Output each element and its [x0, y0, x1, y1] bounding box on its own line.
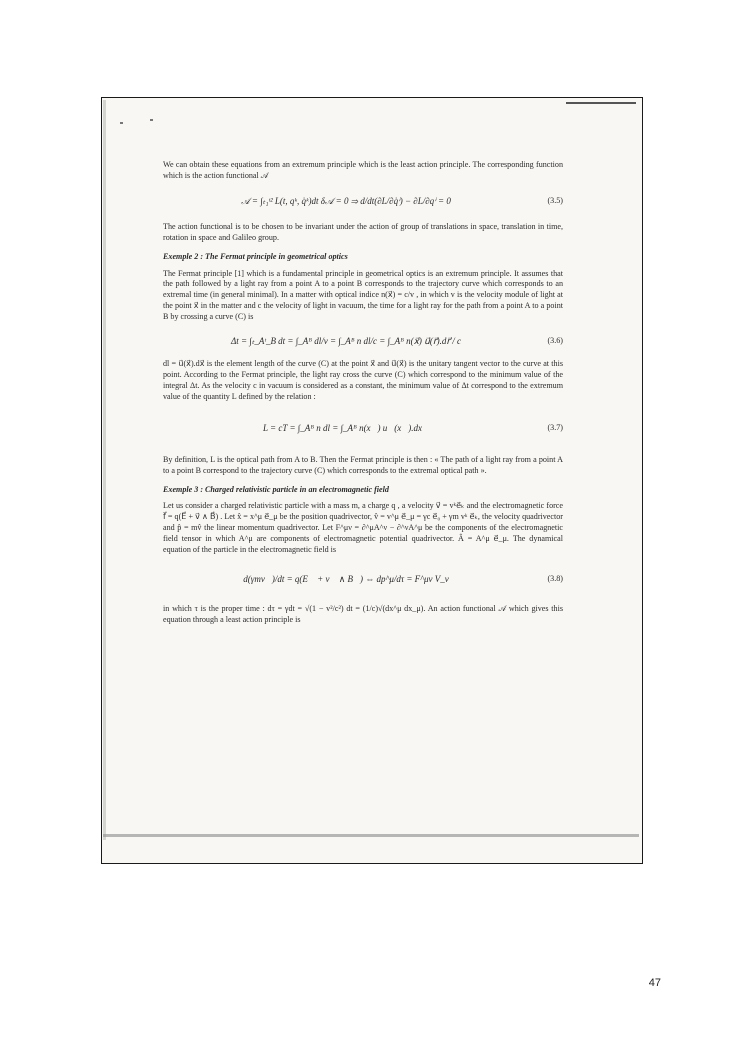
equation-body: Δt = ∫ₜ_Aᵗ_B dt = ∫_Aᴮ dl/v = ∫_Aᴮ n dl/c = ∫_Aᴮ n(x⃗) u⃗(r⃗).dr⃗ / c [230, 335, 462, 346]
equation-3-6 [163, 323, 563, 359]
page-number: 47 [648, 977, 661, 989]
section-heading-example-2: Exemple 2 : The Fermat principle in geometrical optics [163, 251, 348, 261]
paragraph-invariance: The action functional is to be chosen to be invariant under the action of group of translations in space, translation in time, rotation in space and Galileo group. [163, 221, 563, 242]
equation-3-5 [163, 182, 563, 222]
equation-number: (3.5) [547, 196, 563, 206]
paragraph-element-length: dl = u⃗(x⃗).dx⃗ is the element length of the curve (C) at the point x⃗ and u⃗(x⃗) is the unitary tangent vector to the curve at this point. According to the Fermat principle, the light ray cross the curve (C) which correspond to the minimum value of the integral Δt. As the velocity c in vacuum is considered as a constant, the minimum value of Δt correspond to the extremum value of the quantity L defined by the relation : [163, 359, 563, 401]
scanned-text-block [163, 158, 563, 626]
scan-artifact-bottom-line [103, 834, 639, 837]
equation-body: d(γmv⃗)/dt = q(E⃗ + v⃗ ∧ B⃗) ⇔ dp^μ/dτ = F^μν V_ν [243, 574, 449, 585]
section-heading-example-3: Exemple 3 : Charged relativistic particle in an electromagnetic field [163, 484, 389, 494]
paragraph-optical-path: By definition, L is the optical path from A to B. Then the Fermat principle is then : « The path of a light ray from a point A to a point B correspond to the trajectory curve (C) which corresponds to the extremal optical path ». [163, 454, 563, 475]
paragraph-proper-time: in which τ is the proper time : dτ = γdt = √(1 − v²/c²) dt = (1/c)√(dx^μ dx_μ). An action functional 𝒜 which gives this equation through a least action principle is [163, 603, 563, 624]
paragraph-intro: We can obtain these equations from an extremum principle which is the least action principle. The corresponding function which is the action functional 𝒜 [163, 160, 563, 180]
scan-artifact-left-edge [103, 100, 106, 840]
equation-body: 𝒜 = ∫ₜ₁ᵗ² L(t, qᵏ, q̇ᵏ)dt δ𝒜 = 0 ⇒ d/dt(∂L/∂q̇ⁱ) − ∂L/∂qⁱ = 0 [241, 196, 451, 207]
paragraph-fermat: The Fermat principle [1] which is a fundamental principle in geometrical optics is an extremum principle. It assumes that the path followed by a light ray from a point A to a point B corresponds to the trajectory curve which corresponds to an extremal time (in general minimal). In a matter with optical indice n(x⃗) = c/v , in which v is the velocity module of light at the point x⃗ in the matter and c the velocity of light in vacuum, the time for a light ray for the path from a point A to a point B by crossing a curve (C) is [163, 268, 563, 322]
scan-speck [120, 122, 123, 124]
equation-body: L = cT = ∫_Aᴮ n dl = ∫_Aᴮ n(x⃗) u⃗(x⃗).dx⃗ [262, 423, 430, 434]
scan-speck [150, 119, 153, 121]
paragraph-relativistic: Let us consider a charged relativistic particle with a mass m, a charge q , a velocity v⃗ = vᵏe⃗ₖ and the electromagnetic force f⃗ = q(E⃗ + v⃗ ∧ B⃗) . Let x̂ = x^μ e⃗_μ be the position quadrivector, v̂ = v^μ e⃗_μ = γc e⃗₀ + γm vᵏ e⃗ₖ, the velocity quadrivector and p̂ = mv̂ the linear momentum quadrivector. Let F^μν = ∂^μA^ν − ∂^νA^μ be the components of the electromagnetic field tensor in which A^μ are components of electromagnetic potential quadrivector. Â = A^μ e⃗_μ. The dynamical equation of the particle in the electromagnetic field is [163, 501, 563, 555]
equation-3-8 [163, 556, 563, 604]
equation-number: (3.6) [547, 335, 563, 345]
equation-number: (3.7) [547, 423, 563, 433]
equation-3-7 [163, 403, 563, 455]
scan-artifact-top-line [566, 102, 636, 104]
equation-number: (3.8) [547, 574, 563, 584]
